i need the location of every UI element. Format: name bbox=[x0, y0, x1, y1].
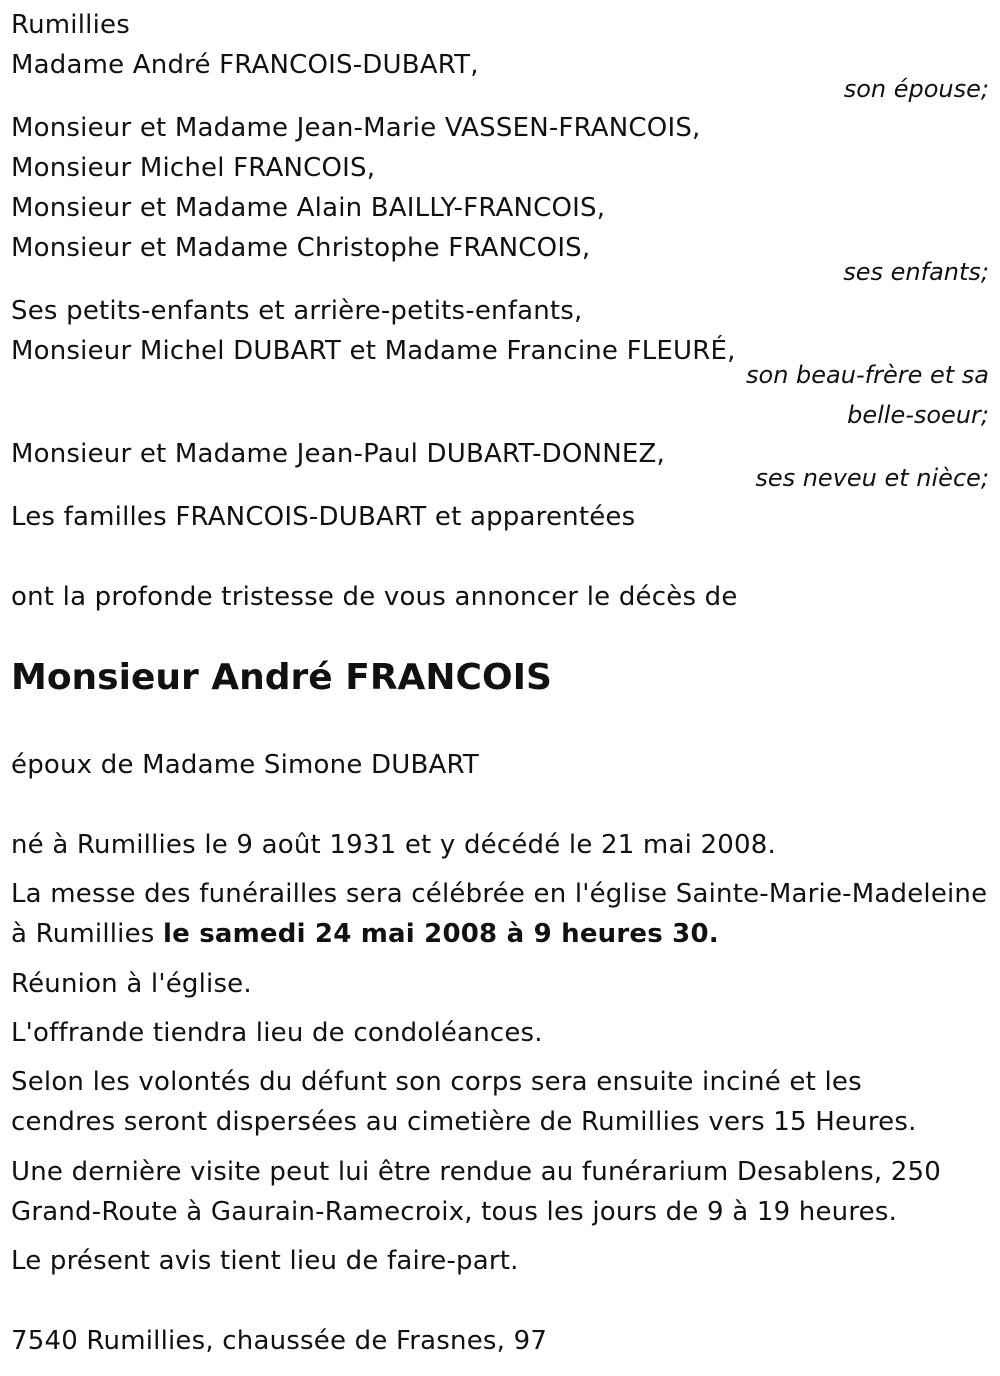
child-name-4: Monsieur et Madame Christophe FRANCOIS, bbox=[11, 233, 591, 263]
funeral-line-2 bbox=[11, 914, 719, 954]
funeral-line-1: La messe des funérailles sera célébrée en l'église Sainte-Marie-Madeleine bbox=[11, 879, 988, 909]
grandchildren: Ses petits-enfants et arrière-petits-enfants, bbox=[11, 296, 583, 326]
families: Les familles FRANCOIS-DUBART et apparentées bbox=[11, 502, 636, 532]
funeral-date-time: le samedi 24 mai 2008 à 9 heures 30. bbox=[163, 919, 719, 949]
spouse-of: époux de Madame Simone DUBART bbox=[11, 750, 479, 780]
cremation-line-2: cendres seront dispersées au cimetière de Rumillies vers 15 Heures. bbox=[11, 1107, 917, 1137]
location-header: Rumillies bbox=[11, 10, 130, 40]
spouse-name: Madame André FRANCOIS-DUBART, bbox=[11, 50, 479, 80]
in-laws-name: Monsieur Michel DUBART et Madame Francine FLEURÉ, bbox=[11, 336, 736, 366]
child-name-2: Monsieur Michel FRANCOIS, bbox=[11, 153, 376, 183]
birth-death: né à Rumillies le 9 août 1931 et y décédé le 21 mai 2008. bbox=[11, 830, 776, 860]
offering: L'offrande tiendra lieu de condoléances. bbox=[11, 1018, 543, 1048]
nephew-name: Monsieur et Madame Jean-Paul DUBART-DONNEZ, bbox=[11, 439, 665, 469]
nephew-relation: ses neveu et nièce; bbox=[755, 464, 989, 492]
announcement: ont la profonde tristesse de vous annoncer le décès de bbox=[11, 582, 738, 612]
visit-line-1: Une dernière visite peut lui être rendue au funérarium Desablens, 250 bbox=[11, 1157, 942, 1187]
cremation-line-1: Selon les volontés du défunt son corps sera ensuite inciné et les bbox=[11, 1067, 862, 1097]
in-laws-relation-1: son beau-frère et sa bbox=[746, 361, 989, 389]
children-relation: ses enfants; bbox=[843, 258, 989, 286]
child-name-1: Monsieur et Madame Jean-Marie VASSEN-FRANCOIS, bbox=[11, 113, 701, 143]
visit-line-2: Grand-Route à Gaurain-Ramecroix, tous les jours de 9 à 19 heures. bbox=[11, 1197, 898, 1227]
faire-part: Le présent avis tient lieu de faire-part. bbox=[11, 1246, 519, 1276]
address: 7540 Rumillies, chaussée de Frasnes, 97 bbox=[11, 1326, 548, 1356]
in-laws-relation-2: belle-soeur; bbox=[847, 401, 989, 429]
deceased-name: Monsieur André FRANCOIS bbox=[11, 657, 552, 698]
meeting: Réunion à l'église. bbox=[11, 969, 252, 999]
funeral-line-2-prefix: à Rumillies bbox=[11, 919, 164, 949]
child-name-3: Monsieur et Madame Alain BAILLY-FRANCOIS, bbox=[11, 193, 606, 223]
spouse-relation: son épouse; bbox=[843, 75, 989, 103]
